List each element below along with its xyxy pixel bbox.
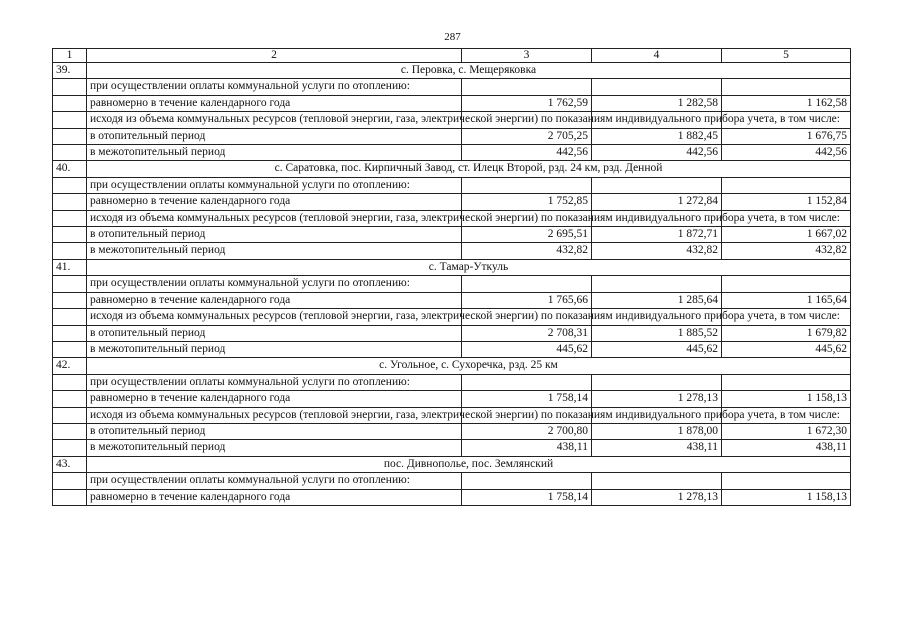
tariff-value-col4: 432,82 bbox=[592, 243, 722, 259]
group-header-row bbox=[53, 259, 851, 275]
blank-cell bbox=[462, 374, 592, 390]
group-header-row bbox=[53, 456, 851, 472]
blank-cell bbox=[53, 194, 87, 210]
tariff-row bbox=[53, 128, 851, 144]
tariff-value-col3: 2 695,51 bbox=[462, 227, 592, 243]
column-number: 1 bbox=[53, 49, 87, 63]
tariff-value-col3: 2 705,25 bbox=[462, 128, 592, 144]
blank-cell bbox=[53, 227, 87, 243]
row-index: 40. bbox=[53, 161, 87, 177]
blank-cell bbox=[53, 489, 87, 505]
row-label: в межотопительный период bbox=[87, 145, 462, 161]
settlement-title: с. Угольное, с. Сухоречка, рзд. 25 км bbox=[87, 358, 851, 374]
tariff-value-col5: 1 679,82 bbox=[722, 325, 851, 341]
blank-cell bbox=[53, 423, 87, 439]
blank-cell bbox=[592, 473, 722, 489]
settlement-title: пос. Дивнополье, пос. Землянский bbox=[87, 456, 851, 472]
tariff-value-col4: 1 278,13 bbox=[592, 391, 722, 407]
tariff-value-col5: 445,62 bbox=[722, 341, 851, 357]
tariff-value-col3: 438,11 bbox=[462, 440, 592, 456]
blank-cell bbox=[53, 128, 87, 144]
tariff-value-col5: 1 667,02 bbox=[722, 227, 851, 243]
tariff-row bbox=[53, 243, 851, 259]
tariff-row bbox=[53, 227, 851, 243]
tariff-value-col4: 1 282,58 bbox=[592, 95, 722, 111]
payment-heading: при осуществлении оплаты коммунальной услуги по отоплению: bbox=[87, 276, 462, 292]
row-label: в межотопительный период bbox=[87, 243, 462, 259]
column-number: 4 bbox=[592, 49, 722, 63]
tariff-row bbox=[53, 407, 851, 423]
tariff-value-col5: 432,82 bbox=[722, 243, 851, 259]
blank-cell bbox=[462, 79, 592, 95]
tariff-value-col3: 432,82 bbox=[462, 243, 592, 259]
row-label: равномерно в течение календарного года bbox=[87, 95, 462, 111]
tariff-row bbox=[53, 489, 851, 505]
blank-cell bbox=[462, 276, 592, 292]
tariff-value-col3: 1 765,66 bbox=[462, 292, 592, 308]
row-label: в отопительный период bbox=[87, 128, 462, 144]
tariff-row bbox=[53, 440, 851, 456]
column-number: 2 bbox=[87, 49, 462, 63]
tariff-value-col4: 1 885,52 bbox=[592, 325, 722, 341]
row-label: исходя из объема коммунальных ресурсов (тепловой энергии, газа, электрической энергии) по показаниям индивидуального прибора учета, в том числе: bbox=[87, 210, 462, 226]
column-number: 3 bbox=[462, 49, 592, 63]
payment-heading: при осуществлении оплаты коммунальной услуги по отоплению: bbox=[87, 177, 462, 193]
blank-cell bbox=[53, 309, 87, 325]
settlement-title: с. Саратовка, пос. Кирпичный Завод, ст. Илецк Второй, рзд. 24 км, рзд. Денной bbox=[87, 161, 851, 177]
blank-cell bbox=[53, 79, 87, 95]
row-index: 41. bbox=[53, 259, 87, 275]
blank-cell bbox=[722, 177, 851, 193]
tariff-row bbox=[53, 145, 851, 161]
tariff-row bbox=[53, 423, 851, 439]
tariff-value-col5: 442,56 bbox=[722, 145, 851, 161]
tariff-value-col4: 1 272,84 bbox=[592, 194, 722, 210]
tariff-value-col5: 1 165,64 bbox=[722, 292, 851, 308]
tariff-value-col5: 1 672,30 bbox=[722, 423, 851, 439]
blank-cell bbox=[53, 112, 87, 128]
row-label: в отопительный период bbox=[87, 325, 462, 341]
blank-cell bbox=[722, 79, 851, 95]
row-label: равномерно в течение календарного года bbox=[87, 292, 462, 308]
blank-cell bbox=[53, 407, 87, 423]
tariff-value-col4: 1 882,45 bbox=[592, 128, 722, 144]
blank-cell bbox=[53, 374, 87, 390]
payment-heading-row bbox=[53, 374, 851, 390]
tariff-value-col5: 1 158,13 bbox=[722, 391, 851, 407]
payment-heading: при осуществлении оплаты коммунальной услуги по отоплению: bbox=[87, 79, 462, 95]
blank-cell bbox=[722, 276, 851, 292]
settlement-title: с. Перовка, с. Мещеряковка bbox=[87, 63, 851, 79]
blank-cell bbox=[592, 177, 722, 193]
tariff-row bbox=[53, 341, 851, 357]
tariff-table bbox=[52, 48, 851, 506]
tariff-value-col4: 1 285,64 bbox=[592, 292, 722, 308]
row-label: в отопительный период bbox=[87, 227, 462, 243]
blank-cell bbox=[53, 391, 87, 407]
tariff-table-body bbox=[53, 49, 851, 506]
tariff-value-col4: 445,62 bbox=[592, 341, 722, 357]
tariff-row bbox=[53, 210, 851, 226]
tariff-value-col3: 442,56 bbox=[462, 145, 592, 161]
blank-cell bbox=[53, 243, 87, 259]
page-number: 287 bbox=[444, 31, 461, 43]
row-label: в межотопительный период bbox=[87, 440, 462, 456]
payment-heading-row bbox=[53, 79, 851, 95]
tariff-row bbox=[53, 325, 851, 341]
tariff-row bbox=[53, 309, 851, 325]
row-label: в отопительный период bbox=[87, 423, 462, 439]
tariff-value-col5: 438,11 bbox=[722, 440, 851, 456]
tariff-value-col3: 445,62 bbox=[462, 341, 592, 357]
tariff-value-col4: 438,11 bbox=[592, 440, 722, 456]
blank-cell bbox=[592, 276, 722, 292]
tariff-value-col4: 1 278,13 bbox=[592, 489, 722, 505]
row-label: исходя из объема коммунальных ресурсов (тепловой энергии, газа, электрической энергии) по показаниям индивидуального прибора учета, в том числе: bbox=[87, 309, 462, 325]
tariff-row bbox=[53, 292, 851, 308]
payment-heading-row bbox=[53, 473, 851, 489]
tariff-value-col3: 1 758,14 bbox=[462, 489, 592, 505]
tariff-value-col3: 2 708,31 bbox=[462, 325, 592, 341]
blank-cell bbox=[53, 95, 87, 111]
blank-cell bbox=[53, 177, 87, 193]
blank-cell bbox=[462, 177, 592, 193]
group-header-row bbox=[53, 63, 851, 79]
tariff-value-col3: 2 700,80 bbox=[462, 423, 592, 439]
blank-cell bbox=[722, 473, 851, 489]
blank-cell bbox=[53, 276, 87, 292]
settlement-title: с. Тамар-Уткуль bbox=[87, 259, 851, 275]
row-index: 43. bbox=[53, 456, 87, 472]
blank-cell bbox=[592, 79, 722, 95]
blank-cell bbox=[53, 440, 87, 456]
row-label: в межотопительный период bbox=[87, 341, 462, 357]
tariff-value-col4: 1 878,00 bbox=[592, 423, 722, 439]
blank-cell bbox=[53, 145, 87, 161]
row-label: исходя из объема коммунальных ресурсов (тепловой энергии, газа, электрической энергии) по показаниям индивидуального прибора учета, в том числе: bbox=[87, 407, 462, 423]
blank-cell bbox=[462, 473, 592, 489]
blank-cell bbox=[53, 341, 87, 357]
tariff-value-col3: 1 758,14 bbox=[462, 391, 592, 407]
row-label: исходя из объема коммунальных ресурсов (тепловой энергии, газа, электрической энергии) по показаниям индивидуального прибора учета, в том числе: bbox=[87, 112, 462, 128]
column-number-row bbox=[53, 49, 851, 63]
blank-cell bbox=[53, 292, 87, 308]
blank-cell bbox=[722, 374, 851, 390]
row-index: 39. bbox=[53, 63, 87, 79]
tariff-row bbox=[53, 194, 851, 210]
column-number: 5 bbox=[722, 49, 851, 63]
tariff-row bbox=[53, 112, 851, 128]
tariff-value-col4: 1 872,71 bbox=[592, 227, 722, 243]
payment-heading: при осуществлении оплаты коммунальной услуги по отоплению: bbox=[87, 374, 462, 390]
tariff-value-col4: 442,56 bbox=[592, 145, 722, 161]
blank-cell bbox=[53, 473, 87, 489]
blank-cell bbox=[592, 374, 722, 390]
group-header-row bbox=[53, 161, 851, 177]
tariff-row bbox=[53, 95, 851, 111]
payment-heading-row bbox=[53, 177, 851, 193]
tariff-row bbox=[53, 391, 851, 407]
tariff-value-col5: 1 676,75 bbox=[722, 128, 851, 144]
group-header-row bbox=[53, 358, 851, 374]
tariff-value-col5: 1 162,58 bbox=[722, 95, 851, 111]
tariff-value-col3: 1 762,59 bbox=[462, 95, 592, 111]
tariff-value-col3: 1 752,85 bbox=[462, 194, 592, 210]
blank-cell bbox=[53, 325, 87, 341]
row-index: 42. bbox=[53, 358, 87, 374]
row-label: равномерно в течение календарного года bbox=[87, 194, 462, 210]
payment-heading-row bbox=[53, 276, 851, 292]
blank-cell bbox=[53, 210, 87, 226]
row-label: равномерно в течение календарного года bbox=[87, 391, 462, 407]
payment-heading: при осуществлении оплаты коммунальной услуги по отоплению: bbox=[87, 473, 462, 489]
tariff-value-col5: 1 158,13 bbox=[722, 489, 851, 505]
tariff-value-col5: 1 152,84 bbox=[722, 194, 851, 210]
row-label: равномерно в течение календарного года bbox=[87, 489, 462, 505]
